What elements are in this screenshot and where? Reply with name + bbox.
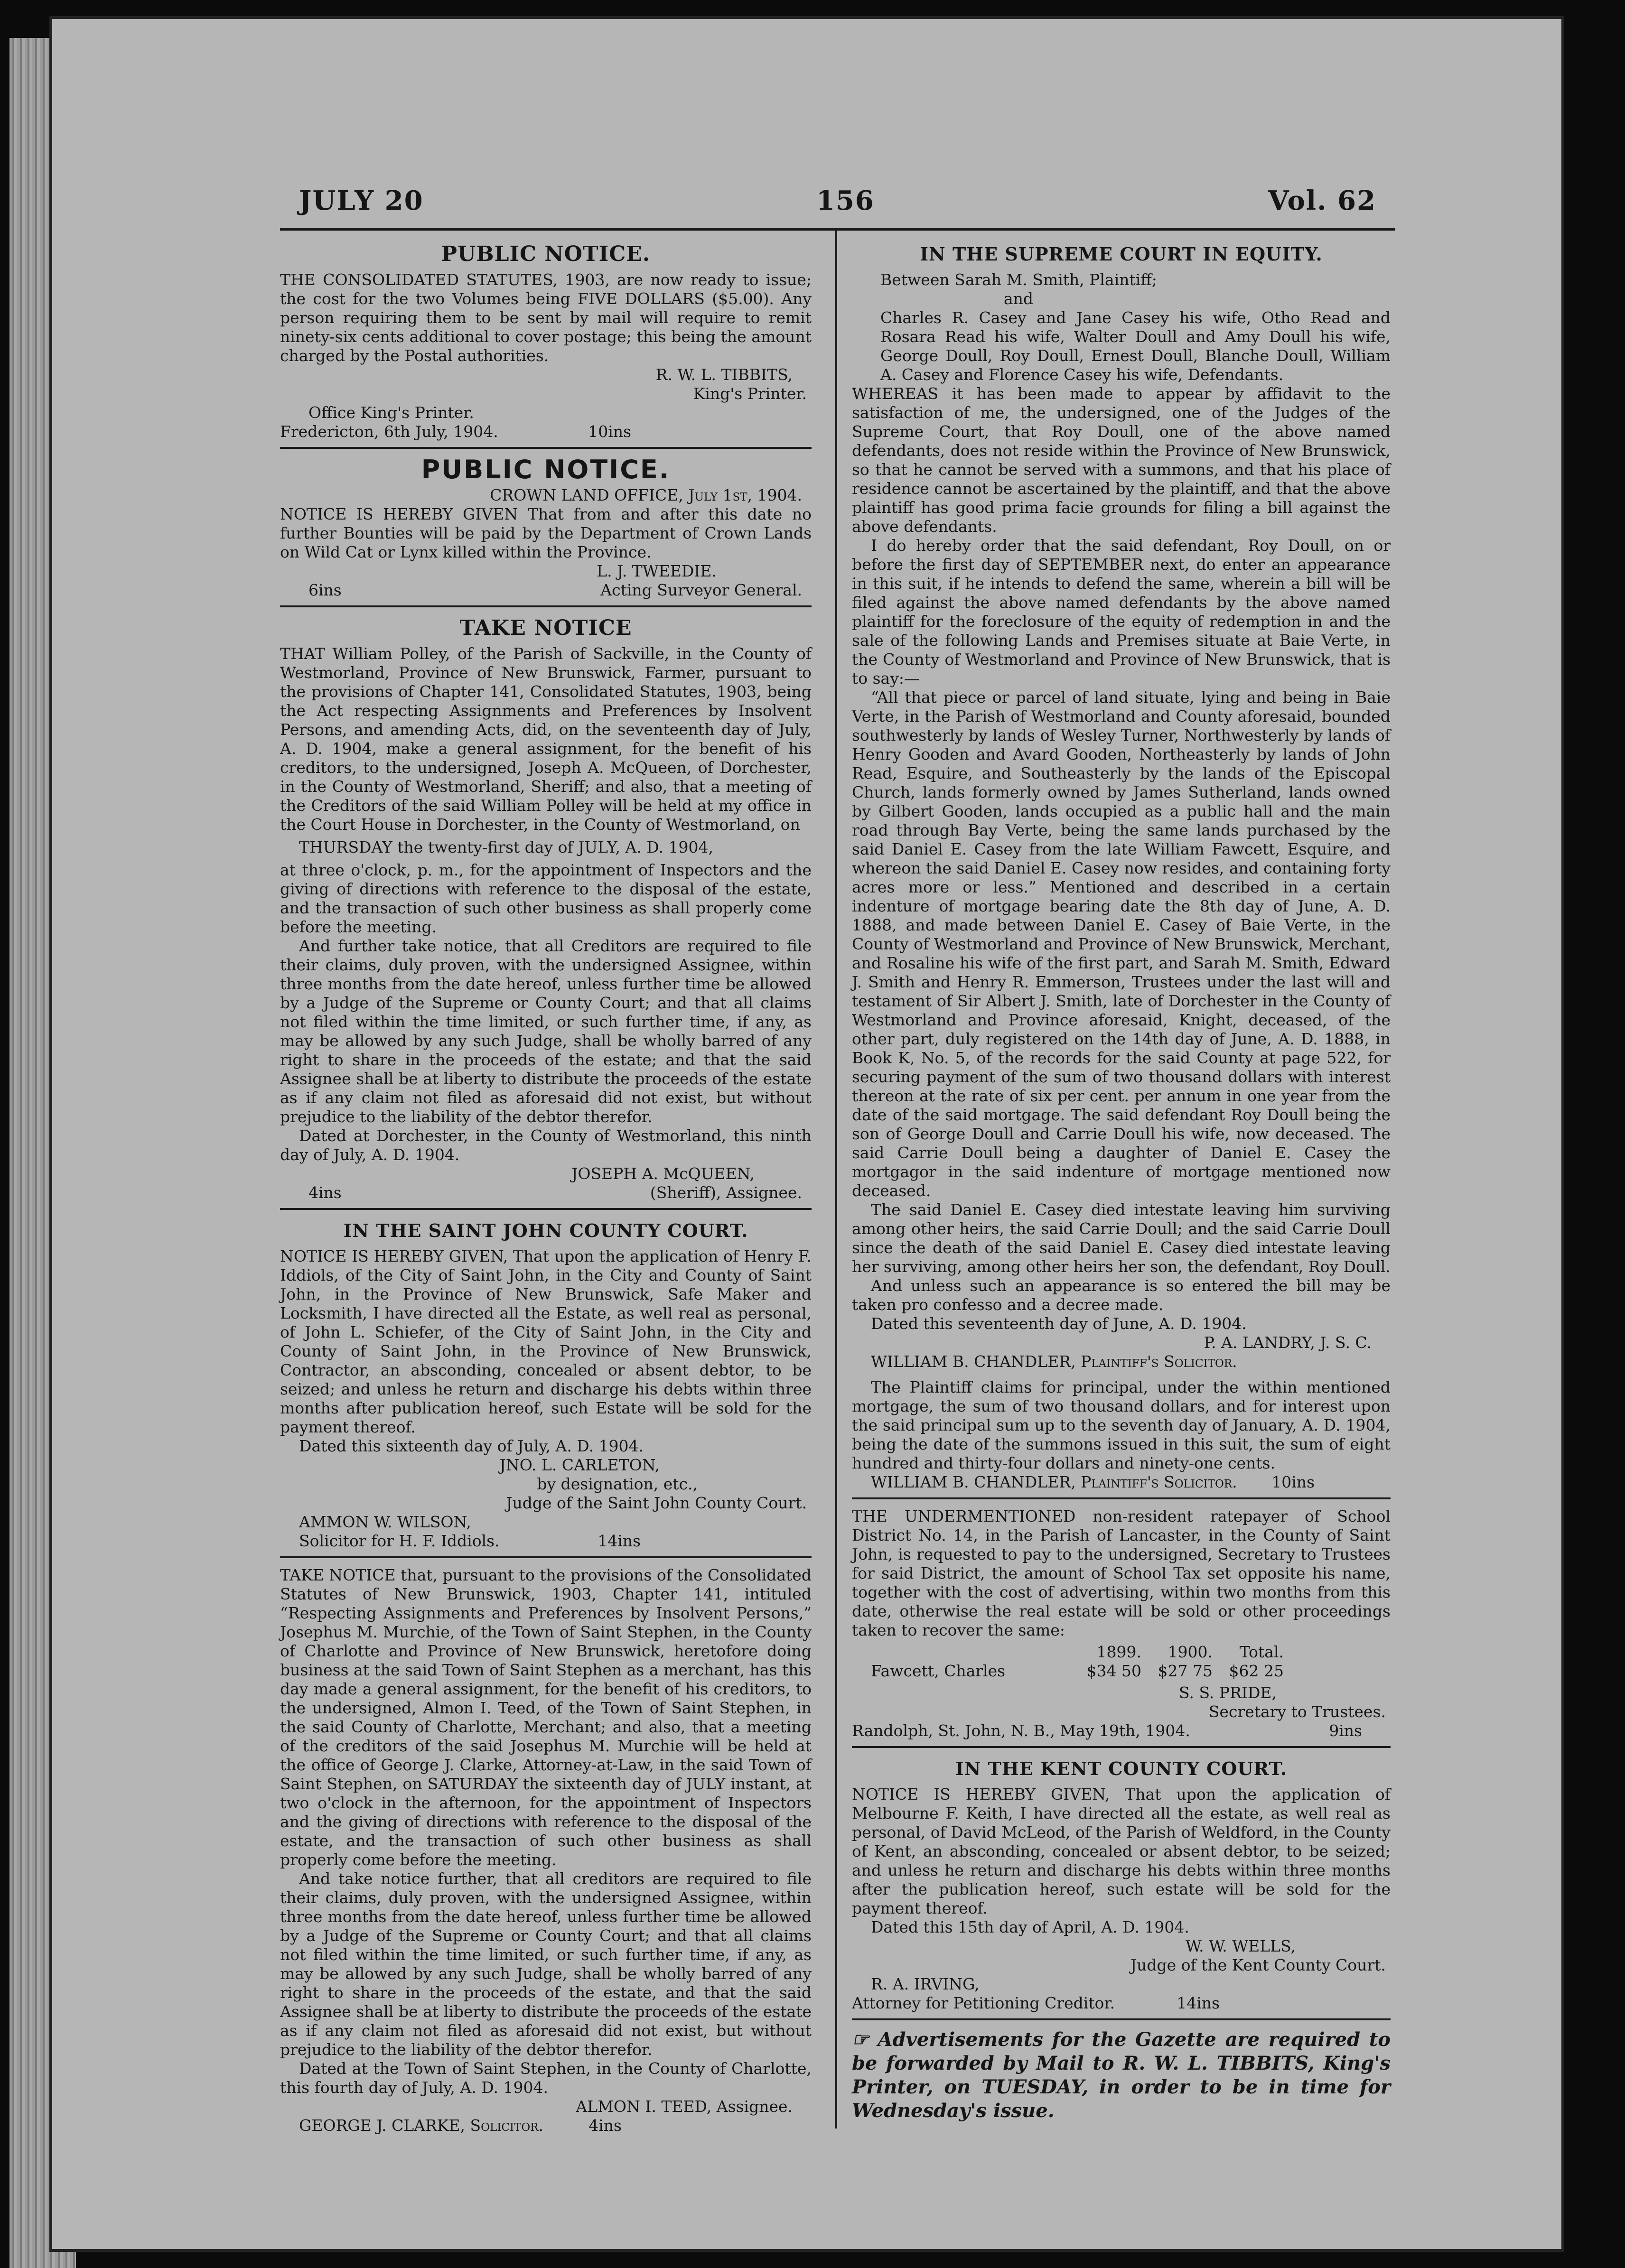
place-date: Randolph, St. John, N. B., May 19th, 1904. (852, 1721, 1190, 1740)
dated-line: Dated at Dorchester, in the County of Westmorland, this ninth day of July, A. D. 1904. (280, 1126, 812, 1164)
defendants: Charles R. Casey and Jane Casey his wife, Otho Read and Rosara Read his wife, Walter Doull and Amy Doull his wife, George Doull, Roy Doull, Ernest Doull, Blanche Doull, William A. Casey and Florence Casey his wife, Defendants. (880, 308, 1391, 384)
signer: R. W. L. TIBBITS, (655, 365, 793, 384)
signer-row (280, 581, 812, 600)
signer-title: (Sheriff), Assignee. (650, 1183, 802, 1202)
dated-line: Dated at the Town of Saint Stephen, in the County of Charlotte, this fourth day of July, A. D. 1904. (280, 2059, 812, 2097)
notice-murchie-assignment (280, 1562, 812, 2141)
table-cell: $62 25 (1229, 1662, 1284, 1680)
notice-advertisements (852, 2024, 1391, 2129)
solicitor: WILLIAM B. CHANDLER, Plaintiff's Solicitor. (871, 1473, 1237, 1491)
notice-kent-county-court (852, 1752, 1391, 2020)
dated-line: Dated this seventeenth day of June, A. D. 1904. (871, 1314, 1247, 1333)
signer-title: Judge of the Kent County Court. (1130, 1956, 1386, 1974)
table-cell: Fawcett, Charles (871, 1662, 1006, 1680)
notice-supreme-court-equity (852, 237, 1391, 1499)
tax-table (852, 1643, 1391, 1681)
notice-consolidated-statutes (280, 237, 812, 449)
notice-body: NOTICE IS HEREBY GIVEN That from and after this date no further Bounties will be paid by the Department of Crown Lands on Wild Cat or Lynx killed within the Province. (280, 505, 812, 561)
insertions: 10ins (588, 422, 631, 441)
paragraph: I do hereby order that the said defendant, Roy Doull, on or before the first day of SEPTEMBER next, do enter an appearance in this suit, if he intends to defend the same, wherein a bill will be filed against the above named defendants by the above named plaintiff for the foreclosure of the equity of redemption in and the sale of the following Lands and Premises situate at Baie Verte, in the County of Westmorland and Province of New Brunswick, that is to say:— (852, 536, 1391, 688)
notice-saint-john-county-court (280, 1214, 812, 1558)
table-header-cell: 1900. (1167, 1643, 1213, 1661)
notice-title: PUBLIC NOTICE. (421, 455, 671, 484)
signer: ALMON I. TEED, Assignee. (576, 2097, 793, 2116)
paragraph: And unless such an appearance is so entered the bill may be taken pro confesso and a decree made. (852, 1276, 1391, 1314)
dated-line: Dated this 15th day of April, A. D. 1904. (871, 1918, 1189, 1936)
insertions: 9ins (1329, 1721, 1362, 1740)
header-rule (280, 228, 1395, 231)
insertions: 6ins (308, 581, 342, 599)
right-column (852, 237, 1391, 2132)
notice-title: IN THE SUPREME COURT IN EQUITY. (920, 243, 1323, 265)
place-date: Fredericton, 6th July, 1904. (280, 422, 498, 441)
notice-title: IN THE SAINT JOHN COUNTY COURT. (343, 1220, 748, 1241)
solicitor-row (852, 1473, 1391, 1492)
table-cell: $27 75 (1158, 1662, 1213, 1680)
parties (852, 270, 1391, 384)
plaintiff-line: Between Sarah M. Smith, Plaintiff; (880, 270, 1157, 289)
signer-title: Acting Surveyor General. (600, 581, 802, 599)
table-header (852, 1643, 1391, 1662)
solicitor: GEORGE J. CLARKE, Solicitor. (299, 2116, 544, 2135)
solicitor: WILLIAM B. CHANDLER, Plaintiff's Solicitor. (871, 1352, 1237, 1371)
and-line: and (1004, 289, 1034, 308)
insertions: 14ins (1177, 1994, 1220, 2012)
page-header (280, 180, 1395, 228)
table-header-cell: Total. (1239, 1643, 1284, 1661)
signer: JOSEPH A. McQUEEN, (571, 1164, 755, 1183)
notice-body: NOTICE IS HEREBY GIVEN, That upon the application of Melbourne F. Keith, I have directed all the estate, as well real as personal, of David McLeod, of the Parish of Weldford, in the County of Kent, an absconding, concealed or absent debtor, to be seized; and unless he return and discharge his debts within three months after the publication hereof, such estate will be sold for the payment thereof. (852, 1785, 1391, 1917)
header-page-number: 156 (816, 185, 875, 216)
header-volume: Vol. 62 (1268, 185, 1376, 216)
notice-body: NOTICE IS HEREBY GIVEN, That upon the application of Henry F. Iddiols, of the City of Saint John, in the City and County of Saint John, in the Province of New Brunswick, Safe Maker and Locksmith, I have directed all the Estate, as well real as personal, of John L. Schiefer, of the City of Saint John, in the City and County of Saint John, in the Province of New Brunswick, Contractor, an absconding, concealed or absent debtor, to be seized; and unless he return and discharge his debts within three months after publication hereof, such Estate will be sold for the payment thereof. (280, 1247, 812, 1436)
signer: JNO. L. CARLETON, (499, 1456, 660, 1474)
signer: S. S. PRIDE, (1179, 1683, 1277, 1702)
notice-polley-assignment (280, 611, 812, 1210)
signer: P. A. LANDRY, J. S. C. (1204, 1333, 1372, 1352)
solicitor: Solicitor for H. F. Iddiols. (299, 1532, 500, 1550)
notice-title: TAKE NOTICE (459, 616, 632, 640)
notice-bounties (280, 453, 812, 607)
paragraph: THAT William Polley, of the Parish of Sackville, in the County of Westmorland, Province of New Brunswick, Farmer, pursuant to the provisions of Chapter 141, Consolidated Statutes, 1903, being the Act respecting Assignments and Preferences by Insolvent Persons, and amending Acts, did, on the seventeenth day of July, A. D. 1904, make a general assignment, for the benefit of his creditors, to the undersigned, Joseph A. McQueen, of Dorchester, in the County of Westmorland, Sheriff; and also, that a meeting of the Creditors of the said William Polley will be held at my office in the Court House in Dorchester, in the County of Westmorland, on (280, 644, 812, 834)
dated-line: Dated this sixteenth day of July, A. D. 1904. (299, 1437, 644, 1455)
table-header-cell: 1899. (1096, 1643, 1141, 1661)
paragraph: at three o'clock, p. m., for the appointment of Inspectors and the giving of directions with reference to the disposal of the estate, and the transaction of such other business as shall properly come before the meeting. (280, 861, 812, 936)
signer: W. W. WELLS, (1185, 1937, 1296, 1955)
place-row (280, 422, 812, 441)
notice-body: THE UNDERMENTIONED non-resident ratepayer of School District No. 14, in the Parish of Lancaster, in the County of Saint John, is requested to pay to the undersigned, Secretary to Trustees for said District, the amount of School Tax set opposite his name, together with the cost of advertising, within two months from this date, otherwise the real estate will be sold or other proceedings taken to recover the same: (852, 1507, 1391, 1639)
paragraph: The said Daniel E. Casey died intestate leaving him surviving among other heirs, the said Carrie Doull; and the said Carrie Doull since the death of the said Daniel E. Casey died intestate leaving her surviving, among other heirs her son, the defendant, Roy Doull. (852, 1200, 1391, 1276)
attorney-name: R. A. IRVING, (871, 1975, 980, 1993)
office-line: Office King's Printer. (308, 403, 474, 422)
paragraph: WHEREAS it has been made to appear by affidavit to the satisfaction of me, the undersigned, one of the Judges of the Supreme Court, that Roy Doull, one of the above named defendants, does not reside within the Province of New Brunswick, so that he cannot be served with a summons, and that his place of residence cannot be ascertained by the plaintiff, and that the above plaintiff has good prima facie grounds for filing a bill against the above defendants. (852, 384, 1391, 536)
table-header-cell (852, 1643, 1070, 1662)
place-row (852, 1721, 1391, 1740)
insertions: 10ins (1271, 1473, 1315, 1491)
signer: L. J. TWEEDIE. (597, 562, 717, 580)
column-divider (835, 231, 837, 2129)
paragraph: And further take notice, that all Creditors are required to file their claims, duly proven, with the undersigned Assignee, within three months from the date hereof, unless further time be allowed by a Judge of the Supreme or County Court; and that all claims not filed within the time limited, or such further time, if any, as may be allowed by any such Judge, shall be wholly barred of any right to share in the proceeds of the estate; and that the said Assignee shall be at liberty to distribute the proceeds of the estate as if any claim not filed as aforesaid did not exist, but without prejudice to the liability of the debtor therefor. (280, 937, 812, 1126)
insertions: 4ins (588, 2116, 622, 2135)
solicitor-name: AMMON W. WILSON, (299, 1513, 471, 1531)
header-date: JULY 20 (299, 185, 424, 216)
paragraph: The Plaintiff claims for principal, under the within mentioned mortgage, the sum of two thousand dollars, and for interest upon the said principal sum up to the seventh day of January, A. D. 1904, being the date of the summons issued in this suit, the sum of eight hundred and thirty-four dollars and ninety-one cents. (852, 1378, 1391, 1472)
notice-title: IN THE KENT COUNTY COURT. (955, 1758, 1288, 1779)
attorney-row (852, 1994, 1391, 2013)
paragraph: And take notice further, that all creditors are required to file their claims, duly proven, with the undersigned Assignee, within three months from the date hereof, unless further time be allowed by a Judge of the Supreme or County Court; and that all claims not filed within the time limited, or such further time, if any, as may be allowed by any such Judge, shall be wholly barred of any right to share in the proceeds of the estate, and that the said Assignee shall be at liberty to distribute the proceeds of the estate as if any claim not filed as aforesaid did not exist, but without prejudice to the liability of the debtor therefor. (280, 1869, 812, 2059)
signer-title: King's Printer. (693, 384, 807, 403)
table-cell: $34 50 (1086, 1662, 1141, 1680)
signer-row (280, 1183, 812, 1202)
notice-school-tax (852, 1503, 1391, 1748)
notice-title: PUBLIC NOTICE. (441, 242, 651, 266)
left-column (280, 237, 812, 2145)
signer-title: Secretary to Trustees. (1208, 1702, 1386, 1721)
signer-title: Judge of the Saint John County Court. (506, 1494, 807, 1512)
insertions: 4ins (308, 1183, 342, 1202)
advertisement-notice: ☞ Advertisements for the Gazette are required to be forwarded by Mail to R. W. L. TIBBITS, King's Printer, on TUESDAY, in order to be in time for Wednesday's issue. (852, 2028, 1391, 2122)
paragraph: “All that piece or parcel of land situate, lying and being in Baie Verte, in the Parish of Westmorland and County aforesaid, bounded southwesterly by lands of Wesley Turner, Northwesterly by lands of Henry Gooden and Avard Gooden, Northeasterly by lands of John Read, Esquire, and Southeasterly by the lands of the Episcopal Church, lands formerly owned by James Sutherland, lands owned by Gilbert Gooden, lands occupied as a public hall and the main road through Bay Verte, being the same lands purchased by the said Daniel E. Casey from the late William Fawcett, Esquire, and whereon the said Daniel E. Casey now resides, and containing forty acres more or less.” Mentioned and described in a certain indenture of mortgage bearing date the 8th day of June, A. D. 1888, and made between Daniel E. Casey of Baie Verte, in the County of Westmorland and Province of New Brunswick, Merchant, and Rosaline his wife of the first part, and Sarah M. Smith, Edward J. Smith and Henry R. Emmerson, Trustees under the last will and testament of Sir Albert J. Smith, late of Dorchester in the County of Westmorland and Province aforesaid, Knight, deceased, of the other part, duly registered on the 14th day of June, A. D. 1888, in Book K, No. 5, of the records for the said County at page 522, for securing payment of the sum of two thousand dollars with interest thereon at the rate of six per cent. per annum in one year from the date of the said mortgage. The said defendant Roy Doull being the son of George Doull and Carrie Doull his wife, now deceased. The said Carrie Doull being a daughter of Daniel E. Casey the mortgagor in the said indenture of mortgage mentioned now deceased. (852, 688, 1391, 1200)
signer-line: by designation, etc., (537, 1475, 698, 1493)
attorney: Attorney for Petitioning Creditor. (852, 1994, 1115, 2012)
dateline: CROWN LAND OFFICE, July 1st, 1904. (490, 486, 802, 504)
notice-body: THE CONSOLIDATED STATUTES, 1903, are now ready to issue; the cost for the two Volumes being FIVE DOLLARS ($5.00). Any person requiring them to be sent by mail will require to remit ninety-six cents additional to cover postage; this being the amount charged by the Postal authorities. (280, 270, 812, 365)
insertions: 14ins (598, 1532, 641, 1550)
paragraph: TAKE NOTICE that, pursuant to the provisions of the Consolidated Statutes of New Brunswick, 1903, Chapter 141, intituled “Respecting Assignments and Preferences by Insolvent Persons,” Josephus M. Murchie, of the Town of Saint Stephen, in the County of Charlotte and Province of New Brunswick, heretofore doing business at the said Town of Saint Stephen as a merchant, has this day made a general assignment, for the benefit of his creditors, to the undersigned, Almon I. Teed, of the Town of Saint Stephen, in the said County of Charlotte, Merchant; and also, that a meeting of the creditors of the said Josephus M. Murchie will be held at the office of George J. Clarke, Attorney-at-Law, in the said Town of Saint Stephen, on SATURDAY the sixteenth day of JULY instant, at two o'clock in the afternoon, for the appointment of Inspectors and the giving of directions with reference to the disposal of the estate, and the transaction of such other business as shall properly come before the meeting. (280, 1566, 812, 1869)
meeting-date: THURSDAY the twenty-first day of JULY, A. D. 1904, (299, 838, 714, 856)
table-row (852, 1662, 1391, 1681)
solicitor-row (280, 2116, 812, 2135)
solicitor-row (280, 1532, 812, 1551)
